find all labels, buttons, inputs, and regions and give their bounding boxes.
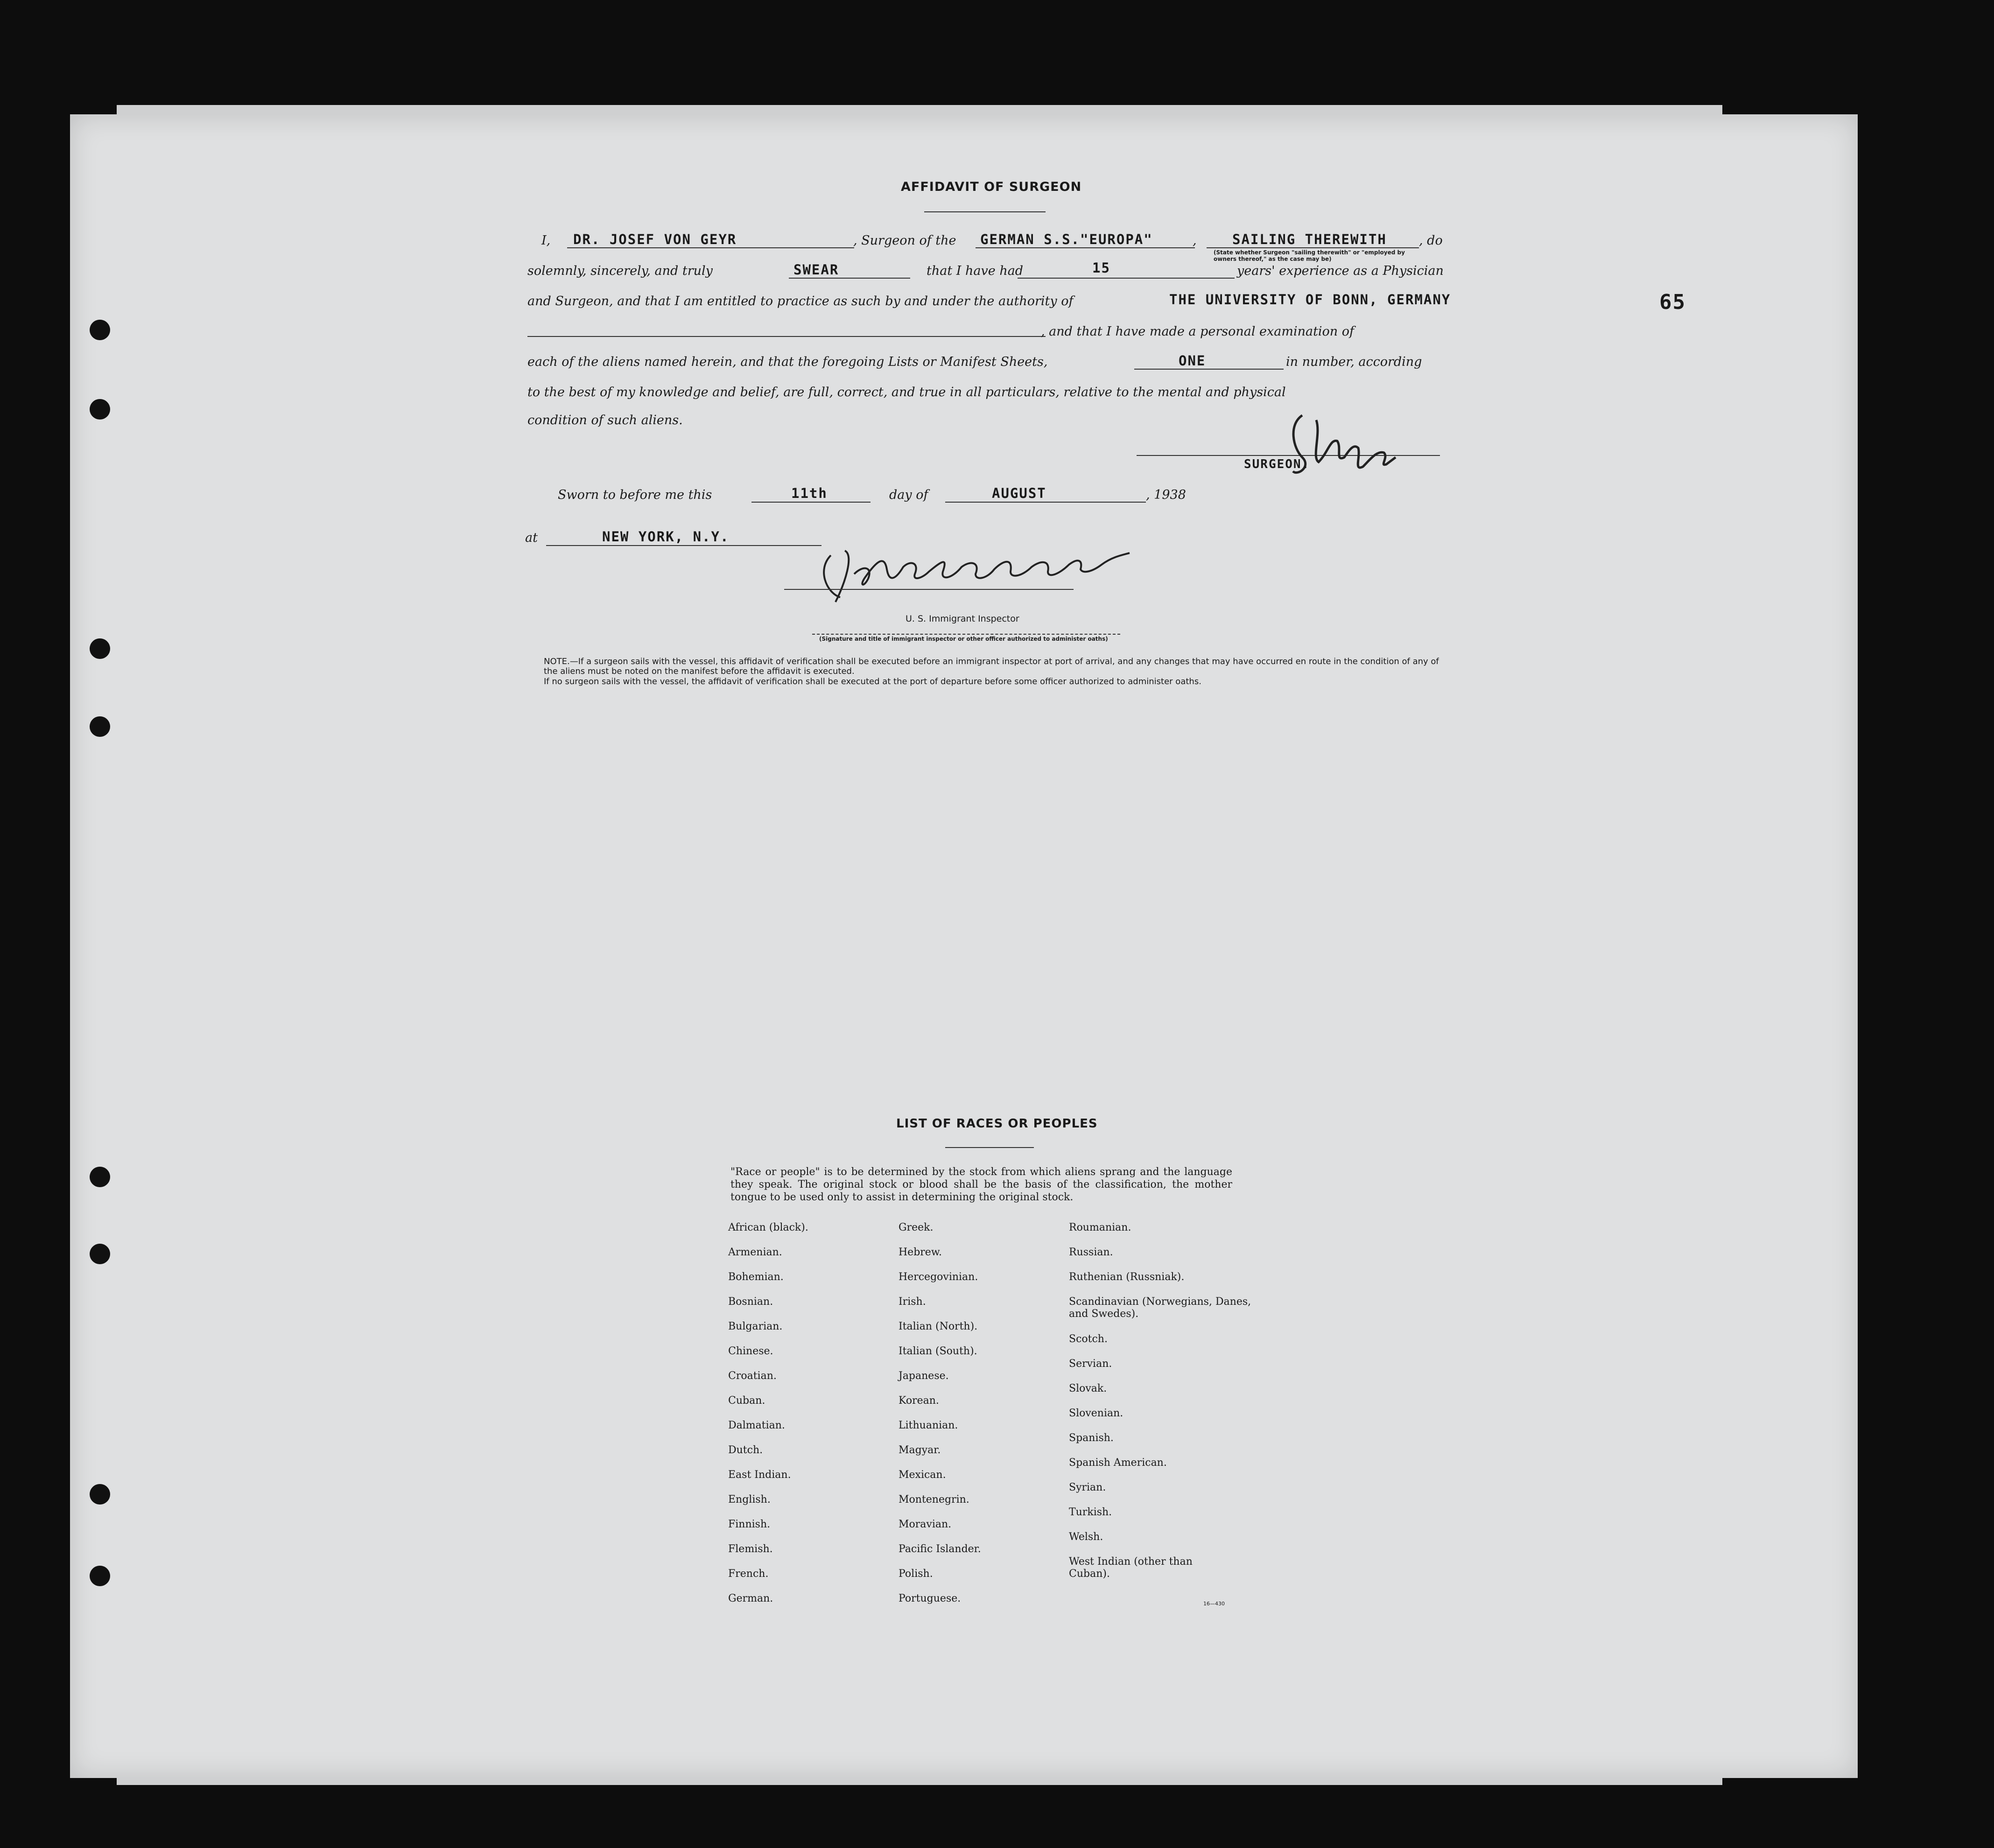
affidavit-text: solemnly, sincerely, and truly <box>527 264 713 278</box>
form-code: 16—430 <box>1203 1601 1225 1607</box>
affidavit-text: to the best of my knowledge and belief, are full, correct, and true in all particulars, relative to the mental and physical <box>527 385 1286 399</box>
race-item: Turkish. <box>1069 1506 1112 1518</box>
note-paragraph: If no surgeon sails with the vessel, the affidavit of verification shall be executed at the port of departure before some officer authorized to administer oaths. <box>544 677 1201 686</box>
field-rule <box>567 247 854 248</box>
race-item: Welsh. <box>1069 1531 1103 1543</box>
race-item: African (black). <box>728 1222 808 1233</box>
affidavit-text: condition of such aliens. <box>527 413 683 427</box>
affidavit-text: years' experience as a Physician <box>1237 264 1444 278</box>
race-item: Slovak. <box>1069 1383 1107 1394</box>
binder-hole <box>90 320 110 340</box>
affidavit-text: , Surgeon of the <box>853 233 956 248</box>
race-item: Servian. <box>1069 1358 1112 1370</box>
binder-hole <box>90 1167 110 1187</box>
race-item: Hebrew. <box>899 1246 942 1258</box>
race-item: Dutch. <box>728 1444 763 1456</box>
field-rule <box>1134 369 1284 370</box>
race-item: Bosnian. <box>728 1296 773 1308</box>
affidavit-text: in number, according <box>1286 355 1422 369</box>
binder-hole <box>90 1244 110 1264</box>
race-item: Lithuanian. <box>899 1420 958 1431</box>
race-item: Italian (South). <box>899 1345 977 1357</box>
oath-field: SWEAR <box>793 262 839 278</box>
field-rule <box>1018 278 1235 279</box>
race-item: French. <box>728 1568 769 1580</box>
race-item: Greek. <box>899 1222 934 1233</box>
binder-hole <box>90 638 110 659</box>
note-paragraph: NOTE.—If a surgeon sails with the vessel, this affidavit of verification shall be executed before an immigrant inspector at port of arrival, and any changes that may have occurred en route in the condition of any of the aliens must be noted on the manifest before the affidavit is executed. <box>544 657 1439 676</box>
affidavit-text: , <box>1193 233 1197 248</box>
race-item: West Indian (other than Cuban). <box>1069 1556 1193 1580</box>
field-rule <box>945 502 1146 503</box>
affidavit-text: and Surgeon, and that I am entitled to practice as such by and under the authority of <box>527 294 1074 308</box>
sheets-field: ONE <box>1179 353 1206 369</box>
race-item: Flemish. <box>728 1543 773 1555</box>
race-item: Armenian. <box>728 1246 782 1258</box>
day-field: 11th <box>791 485 828 501</box>
race-item: Pacific Islander. <box>899 1543 981 1555</box>
race-item: Finnish. <box>728 1519 771 1530</box>
field-rule <box>1207 247 1419 248</box>
race-item: Croatian. <box>728 1370 777 1382</box>
race-item: Bulgarian. <box>728 1321 783 1332</box>
affidavit-text: , do <box>1419 233 1443 248</box>
inspector-note: (Signature and title of immigrant inspector or other officer authorized to administer oaths) <box>819 636 1108 642</box>
binder-hole <box>90 716 110 737</box>
signature-rule <box>784 589 1074 590</box>
race-item: Montenegrin. <box>899 1494 969 1505</box>
sailing-note: (State whether Surgeon "sailing therewith" or "employed by owners thereof," as the case may be) <box>1214 249 1405 262</box>
field-rule <box>976 247 1195 248</box>
binder-hole <box>90 399 110 420</box>
binder-hole <box>90 1484 110 1505</box>
race-item: Scandinavian (Norwegians, Danes, and Swedes). <box>1069 1296 1251 1320</box>
race-item: Bohemian. <box>728 1271 784 1283</box>
surgeon-label: SURGEON. <box>1244 457 1310 471</box>
sworn-text: day of <box>889 488 928 502</box>
race-item: Mexican. <box>899 1469 946 1481</box>
races-intro: "Race or people" is to be determined by the stock from which aliens sprang and the language they speak. The original stock or blood shall be the basis of the classification, the mother tongue to be used only to assist in determining the original stock. <box>730 1166 1232 1203</box>
race-item: German. <box>728 1593 773 1604</box>
surgeon-name-field: DR. JOSEF VON GEYR <box>573 231 737 247</box>
race-item: Moravian. <box>899 1519 952 1530</box>
race-item: English. <box>728 1494 771 1505</box>
race-item: Chinese. <box>728 1345 773 1357</box>
page-number: 65 <box>1659 290 1686 314</box>
race-item: Portuguese. <box>899 1593 961 1604</box>
title-rule <box>945 1147 1034 1148</box>
inspector-title: U. S. Immigrant Inspector <box>906 614 1019 624</box>
affidavit-text: each of the aliens named herein, and that the foregoing Lists or Manifest Sheets, <box>527 355 1048 369</box>
races-title: LIST OF RACES OR PEOPLES <box>896 1117 1098 1131</box>
authority-field: THE UNIVERSITY OF BONN, GERMANY <box>1169 292 1451 308</box>
race-item: Slovenian. <box>1069 1407 1123 1419</box>
field-rule <box>546 545 821 546</box>
affidavit-title: AFFIDAVIT OF SURGEON <box>901 180 1082 194</box>
sailing-status-field: SAILING THEREWITH <box>1232 231 1387 247</box>
field-rule <box>789 278 910 279</box>
affidavit-text: , and that I have made a personal examination of <box>1041 324 1355 339</box>
race-item: Roumanian. <box>1069 1222 1131 1233</box>
field-rule <box>527 336 1046 337</box>
sworn-year: , 1938 <box>1146 488 1186 502</box>
race-item: Irish. <box>899 1296 926 1308</box>
surgeon-signature <box>1284 406 1410 485</box>
race-item: Italian (North). <box>899 1321 978 1332</box>
race-item: Magyar. <box>899 1444 941 1456</box>
race-item: Spanish American. <box>1069 1457 1167 1469</box>
title-rule <box>924 211 1046 212</box>
years-field: 15 <box>1092 260 1110 276</box>
race-item: Russian. <box>1069 1246 1113 1258</box>
field-rule <box>751 502 871 503</box>
affidavit-text: that I have had <box>927 264 1024 278</box>
affidavit-text: I, <box>541 233 551 248</box>
place-field: NEW YORK, N.Y. <box>602 529 730 545</box>
month-field: AUGUST <box>992 485 1046 501</box>
race-item: Polish. <box>899 1568 933 1580</box>
race-item: Hercegovinian. <box>899 1271 978 1283</box>
inspector-signature <box>803 527 1158 611</box>
binder-hole <box>90 1566 110 1586</box>
race-item: Dalmatian. <box>728 1420 785 1431</box>
sworn-text: at <box>525 531 538 545</box>
race-item: Japanese. <box>899 1370 949 1382</box>
race-item: Syrian. <box>1069 1482 1106 1493</box>
race-item: East Indian. <box>728 1469 791 1481</box>
race-item: Cuban. <box>728 1395 765 1407</box>
ship-field: GERMAN S.S."EUROPA" <box>980 231 1153 247</box>
race-item: Ruthenian (Russniak). <box>1069 1271 1185 1283</box>
race-item: Korean. <box>899 1395 939 1407</box>
field-rule <box>812 634 1120 635</box>
race-item: Scotch. <box>1069 1333 1108 1345</box>
sworn-text: Sworn to before me this <box>558 488 712 502</box>
race-item: Spanish. <box>1069 1432 1114 1444</box>
